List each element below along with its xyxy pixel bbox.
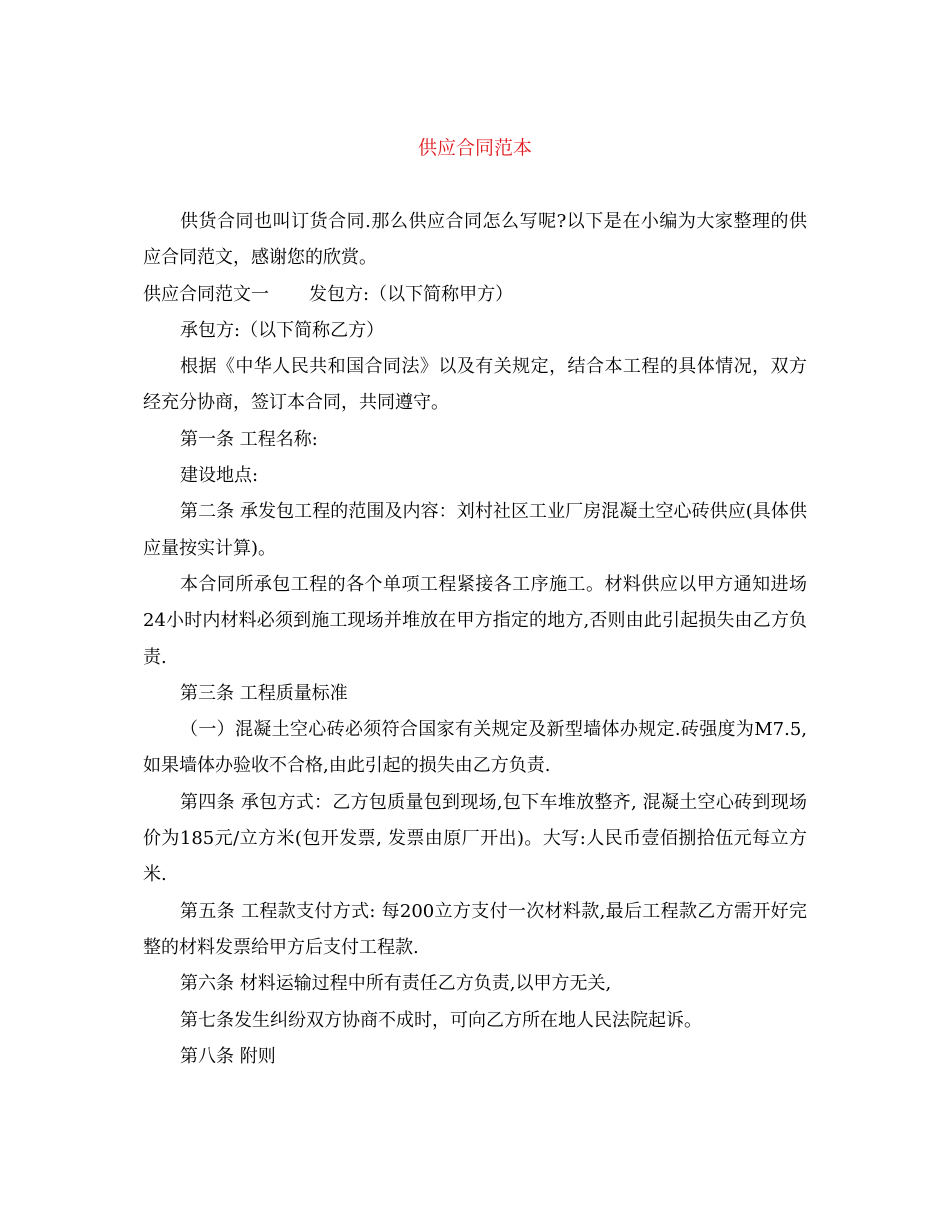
article-2: 第二条 承发包工程的范围及内容：刘村社区工业厂房混凝土空心砖供应(具体供应量按实计算)。 <box>143 501 807 559</box>
sample-label: 供应合同范文一 <box>143 283 269 305</box>
article-5: 第五条 工程款支付方式: 每200立方支付一次材料款,最后工程款乙方需开好完整的材料发票给甲方后支付工程款. <box>143 900 807 958</box>
article-6: 第六条 材料运输过程中所有责任乙方负责,以甲方无关, <box>180 973 612 995</box>
intro-paragraph: 供货合同也叫订货合同.那么供应合同怎么写呢?以下是在小编为大家整理的供应合同范文，感谢您的欣赏。 <box>143 211 807 269</box>
sample-heading-line <box>143 277 807 313</box>
article-7: 第七条发生纠纷双方协商不成时，可向乙方所在地人民法院起诉。 <box>180 1009 702 1031</box>
article-4: 第四条 承包方式：乙方包质量包到现场,包下车堆放整齐, 混凝土空心砖到现场价为185元/立方米(包开发票, 发票由原厂开出)。大写:人民币壹佰捌拾伍元每立方米. <box>143 791 807 886</box>
document-title: 供应合同范本 <box>417 137 532 159</box>
article-1-location: 建设地点: <box>180 465 259 487</box>
article-1: 第一条 工程名称: <box>180 428 318 450</box>
article-8: 第八条 附则 <box>180 1045 276 1067</box>
article-2-detail: 本合同所承包工程的各个单项工程紧接各工序施工。材料供应以甲方通知进场24小时内材料必须到施工现场并堆放在甲方指定的地方,否则由此引起损失由乙方负责. <box>143 573 807 668</box>
preamble-paragraph: 根据《中华人民共和国合同法》以及有关规定，结合本工程的具体情况，双方经充分协商，签订本合同，共同遵守。 <box>143 356 807 414</box>
party-a-line: 发包方:（以下简称甲方） <box>309 283 514 305</box>
article-3-item-1: （一）混凝土空心砖必须符合国家有关规定及新型墙体办规定.砖强度为M7.5,如果墙体办验收不合格,由此引起的损失由乙方负责. <box>143 719 807 777</box>
party-b-line: 承包方:（以下简称乙方） <box>180 319 385 341</box>
article-3: 第三条 工程质量标准 <box>180 682 348 704</box>
document-body <box>143 204 807 1075</box>
